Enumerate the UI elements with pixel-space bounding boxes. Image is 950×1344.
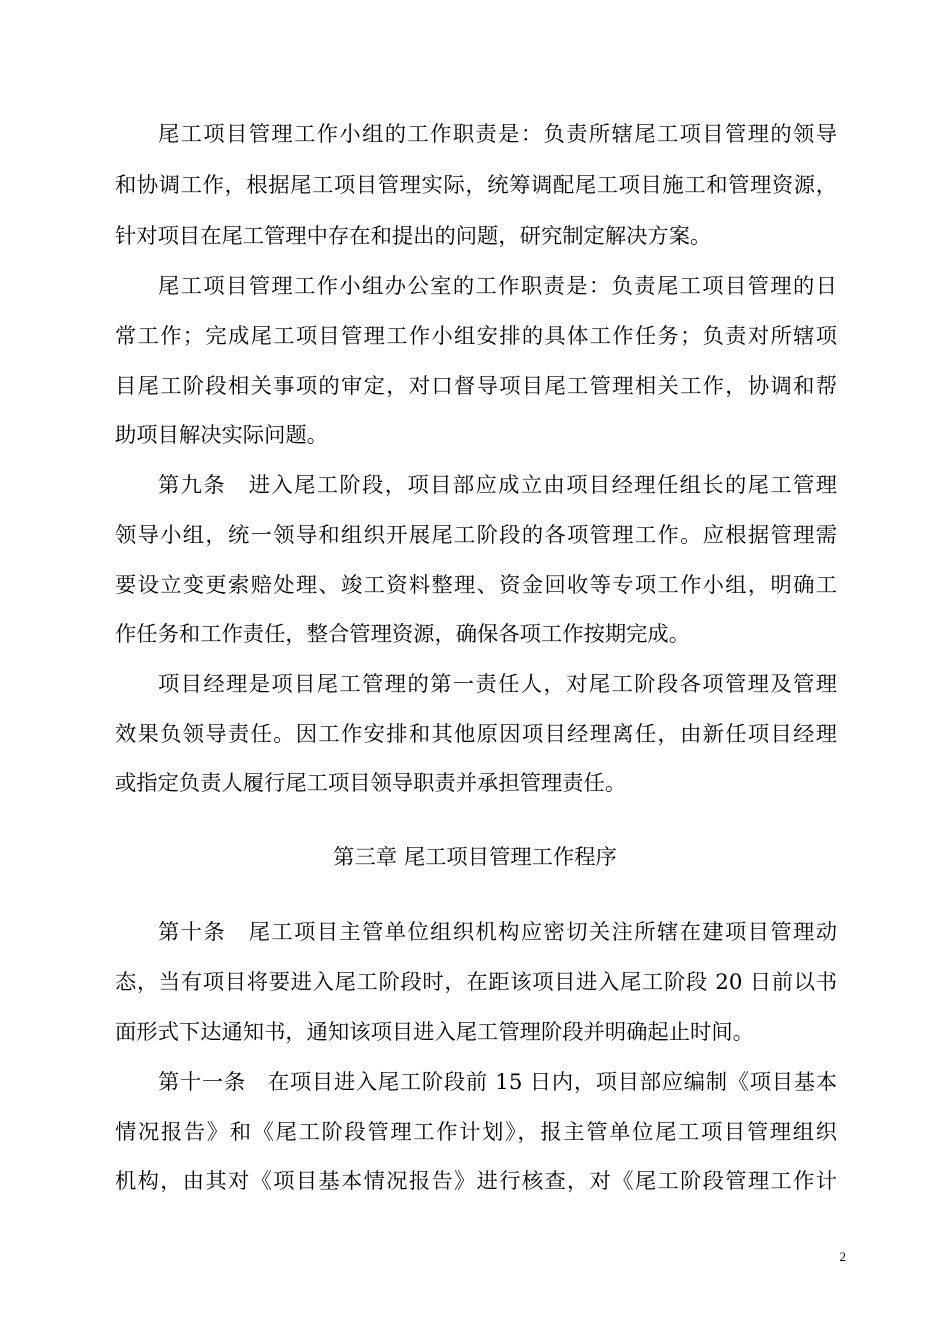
paragraph-4-line-1: 项目经理是项目尾工管理的第一责任人，对尾工阶段各项管理及管理 bbox=[158, 672, 837, 697]
paragraph-4-line-2: 效果负领导责任。因工作安排和其他原因项目经理离任，由新任项目经理 bbox=[115, 722, 837, 747]
paragraph-5-line-2: 态，当有项目将要进入尾工阶段时，在距该项目进入尾工阶段 20 日前以书 bbox=[115, 970, 837, 995]
paragraph-5-line-1: 第十条 尾工项目主管单位组织机构应密切关注所辖在建项目管理动 bbox=[158, 920, 837, 945]
paragraph-3-line-4: 作任务和工作责任，整合管理资源，确保各项工作按期完成。 bbox=[115, 622, 691, 647]
paragraph-2-line-3: 目尾工阶段相关事项的审定，对口督导项目尾工管理相关工作，协调和帮 bbox=[115, 374, 837, 399]
paragraph-6-line-3: 机构，由其对《项目基本情况报告》进行核查，对《尾工阶段管理工作计 bbox=[115, 1169, 837, 1194]
paragraph-1-line-2: 和协调工作，根据尾工项目管理实际，统筹调配尾工项目施工和管理资源， bbox=[115, 173, 837, 198]
paragraph-6-line-2: 情况报告》和《尾工阶段管理工作计划》，报主管单位尾工项目管理组织 bbox=[115, 1120, 837, 1145]
paragraph-1-line-3: 针对项目在尾工管理中存在和提出的问题，研究制定解决方案。 bbox=[115, 224, 712, 249]
paragraph-3-line-3: 要设立变更索赔处理、竣工资料整理、资金回收等专项工作小组，明确工 bbox=[115, 573, 837, 598]
paragraph-3-line-1: 第九条 进入尾工阶段，项目部应成立由项目经理任组长的尾工管理 bbox=[158, 473, 837, 498]
paragraph-2-line-1: 尾工项目管理工作小组办公室的工作职责是：负责尾工项目管理的日 bbox=[158, 274, 837, 299]
paragraph-5-line-3: 面形式下达通知书，通知该项目进入尾工管理阶段并明确起止时间。 bbox=[115, 1020, 754, 1045]
page-number: 2 bbox=[839, 1249, 846, 1264]
paragraph-3-line-2: 领导小组，统一领导和组织开展尾工阶段的各项管理工作。应根据管理需 bbox=[115, 523, 837, 548]
chapter-heading: 第三章 尾工项目管理工作程序 bbox=[333, 845, 617, 870]
paragraph-2-line-4: 助项目解决实际问题。 bbox=[115, 423, 328, 448]
paragraph-1-line-1: 尾工项目管理工作小组的工作职责是：负责所辖尾工项目管理的领导 bbox=[158, 122, 837, 147]
paragraph-4-line-3: 或指定负责人履行尾工项目领导职责并承担管理责任。 bbox=[115, 771, 627, 796]
paragraph-2-line-2: 常工作；完成尾工项目管理工作小组安排的具体工作任务；负责对所辖项 bbox=[115, 324, 837, 349]
paragraph-6-line-1: 第十一条 在项目进入尾工阶段前 15 日内，项目部应编制《项目基本 bbox=[158, 1070, 837, 1095]
